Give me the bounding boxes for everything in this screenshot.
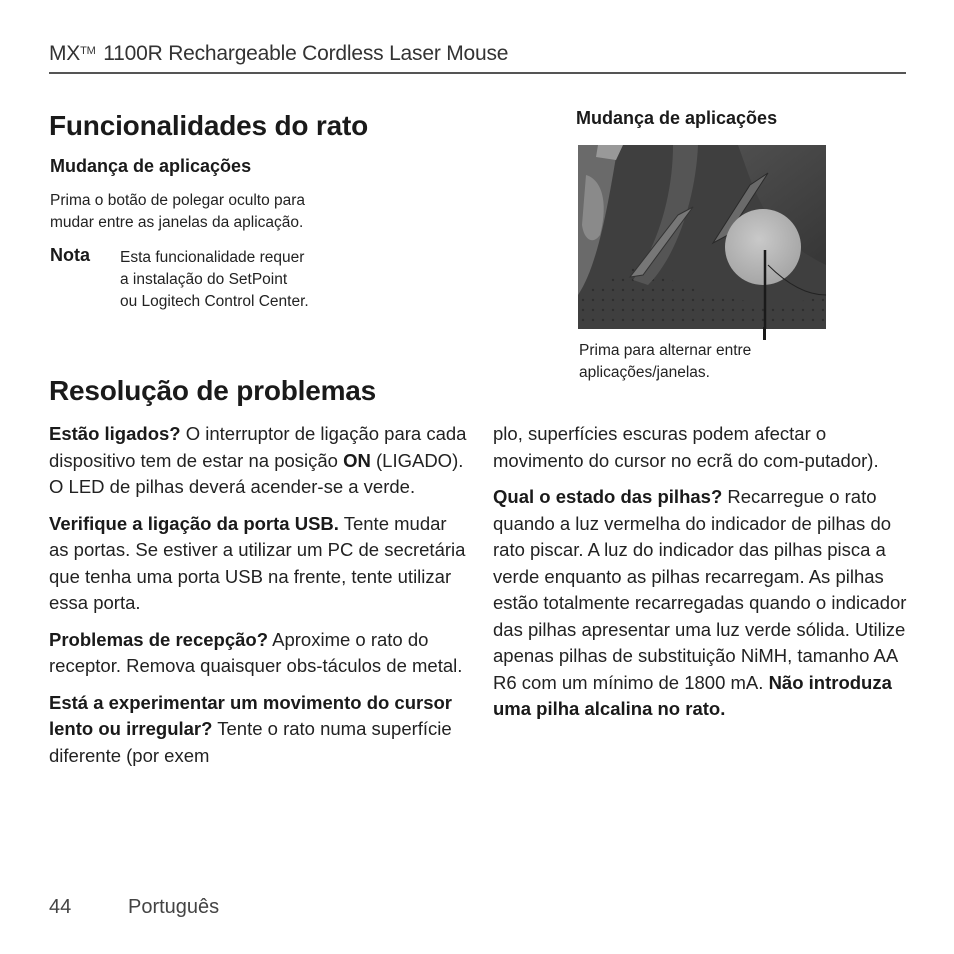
page-number: 44 bbox=[49, 896, 72, 918]
tip-cursor-movement-continued: plo, superfícies escuras podem afectar o movimento do cursor no ecrã do com-putador). bbox=[493, 423, 879, 471]
figure-caption: Prima para alternar entre aplicações/janelas. bbox=[579, 342, 752, 381]
brand-name: MX bbox=[49, 42, 81, 65]
callout-line-extension bbox=[763, 327, 766, 340]
mouse-thumb-button-photo bbox=[578, 145, 826, 329]
tip-connected: Estão ligados? O interruptor de ligação para cada dispositivo tem de estar na posição ON (LIGADO). O LED de pilhas deverá acender-se a verde. bbox=[49, 423, 467, 497]
troubleshooting-column-1 bbox=[49, 421, 467, 779]
features-subheading: Mudança de aplicações bbox=[50, 156, 252, 176]
tip-batteries: Qual o estado das pilhas? Recarregue o rato quando a luz vermelha do indicador de pilhas do rato piscar. A luz do indicador das pilhas pisca a verde enquanto as pilhas recarregam. As pilhas estão totalmente recarregadas quando o indicador das pilhas apresentar uma luz verde sólida. Utilize apenas pilhas de substituição NiMH, tamanho AA R6 com um mínimo de 1800 mA. Não introduza uma pilha alcalina no rato. bbox=[493, 486, 907, 719]
product-name: 1100R Rechargeable Cordless Laser Mouse bbox=[103, 42, 509, 65]
document-header bbox=[49, 42, 508, 66]
mouse-illustration bbox=[578, 145, 826, 329]
tip-usb-port: Verifique a ligação da porta USB. Tente mudar as portas. Se estiver a utilizar um PC de secretária que tenha uma porta USB na frente, tente utilizar essa porta. bbox=[49, 512, 466, 613]
trademark-mark: TM bbox=[80, 45, 96, 57]
features-heading: Funcionalidades do rato bbox=[49, 110, 368, 141]
troubleshooting-column-2 bbox=[493, 421, 911, 733]
thumb-button-highlight bbox=[725, 209, 801, 285]
tip-cursor-movement: Está a experimentar um movimento do cursor lento ou irregular? Tente o rato numa superfície diferente (por exem bbox=[49, 691, 453, 766]
figure-title: Mudança de aplicações bbox=[576, 108, 778, 128]
troubleshooting-heading: Resolução de problemas bbox=[49, 375, 377, 406]
footer-language: Português bbox=[128, 896, 220, 918]
note-label: Nota bbox=[50, 245, 90, 265]
features-description: Prima o botão de polegar oculto para mudar entre as janelas da aplicação. bbox=[50, 192, 306, 231]
header-divider bbox=[49, 72, 906, 74]
note-text: Esta funcionalidade requer a instalação do SetPoint ou Logitech Control Center. bbox=[120, 249, 309, 310]
tip-reception: Problemas de recepção? Aproxime o rato do receptor. Remova quaisquer obs-táculos de metal. bbox=[49, 628, 463, 676]
